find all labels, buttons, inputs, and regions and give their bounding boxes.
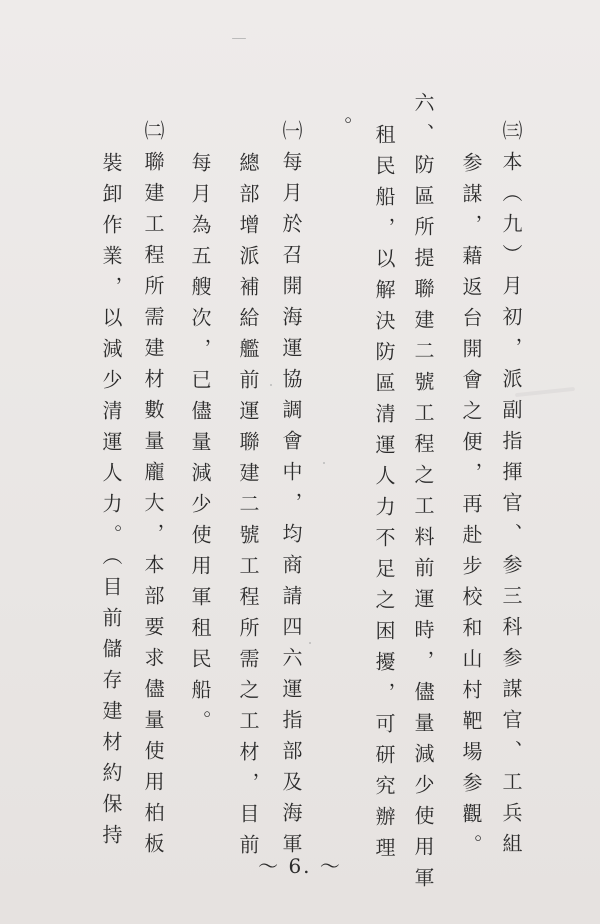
text-column-7: 總部增派補給艦前運聯建二號工程所需之工材，目前 [236, 152, 260, 865]
text-column-5: 。 [329, 116, 353, 147]
text-column-1: ㈢本（九）月初，派副指揮官、参三科参謀官、工兵組 [499, 120, 523, 864]
text-column-3: 六、防區所提聯建二號工程之工料前運時，儘量減少使用軍 [411, 92, 435, 898]
text-column-2: 参謀，藉返台開會之便，再赴步校和山村靶場参觀。 [459, 152, 483, 865]
text-column-4: 租民船，以解決防區清運人力不足之困擾，可研究辦理 [372, 124, 396, 868]
text-column-9: ㈡聯建工程所需建材數量龐大，本部要求儘量使用柏板 [141, 120, 165, 864]
page-number: ～ 6. ～ [258, 854, 342, 878]
page-crease [515, 387, 575, 397]
text-column-10: 裝卸作業，以減少清運人力。（目前儲存建材約保持 [99, 152, 123, 855]
text-column-6: ㈠每月於召開海運協調會中，均商請四六運指部及海軍 [279, 120, 303, 864]
text-column-8: 每月為五艘次，已儘量減少使用軍租民船。 [188, 152, 212, 741]
